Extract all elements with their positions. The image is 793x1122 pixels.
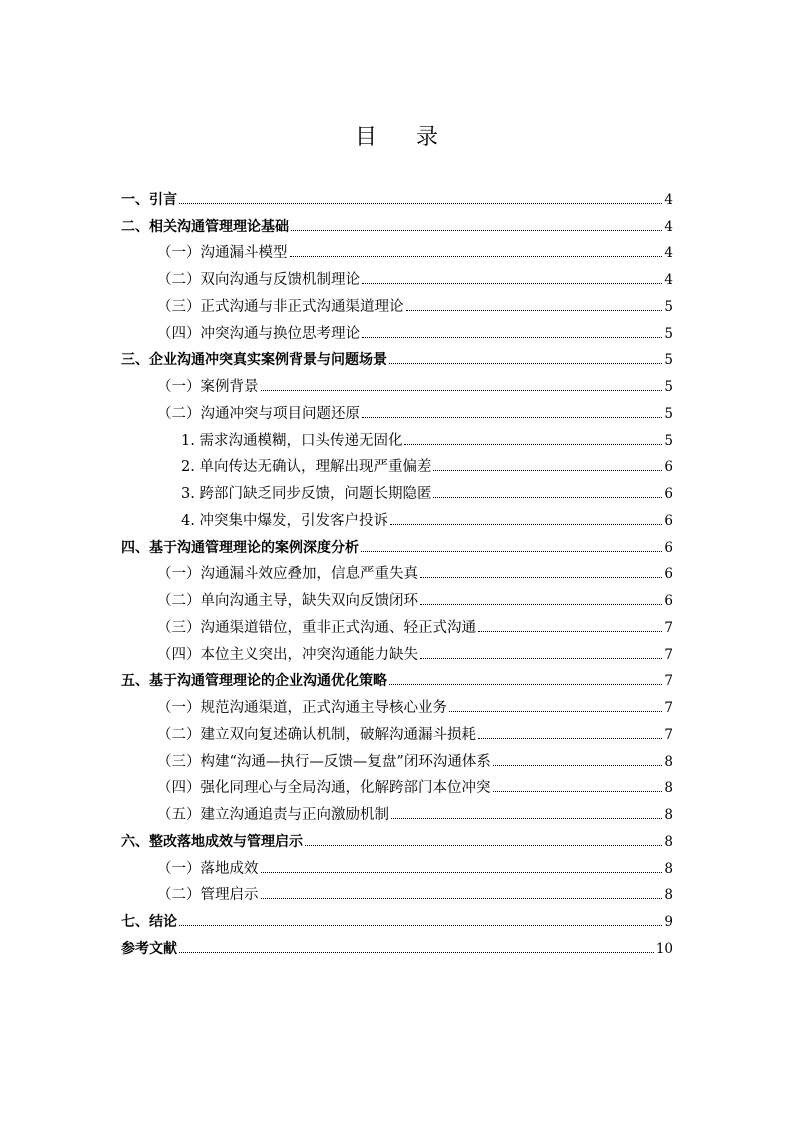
toc-entry-text: （四）冲突沟通与换位思考理论 bbox=[157, 325, 360, 342]
toc-dot-leader bbox=[179, 925, 662, 926]
toc-page-number: 6 bbox=[664, 486, 673, 502]
toc-page-number: 5 bbox=[664, 325, 673, 342]
toc-dot-leader bbox=[261, 898, 663, 899]
toc-entry-text: （三）构建“沟通—执行—反馈—复盘”闭环沟通体系 bbox=[157, 753, 491, 770]
toc-dot-leader bbox=[389, 684, 662, 685]
toc-entry-text: 二、相关沟通管理理论基础 bbox=[121, 218, 289, 235]
toc-page-number: 5 bbox=[664, 379, 673, 395]
toc-entry-text: （一）沟通漏斗效应叠加，信息严重失真 bbox=[157, 566, 418, 583]
toc-page-number: 7 bbox=[664, 726, 673, 743]
toc-entry-text: 3. 跨部门缺乏同步反馈，问题长期隐匿 bbox=[181, 486, 432, 502]
toc-entry[interactable] bbox=[121, 236, 673, 263]
toc-page-number: 8 bbox=[664, 807, 673, 823]
toc-page-number: 4 bbox=[664, 272, 673, 288]
toc-dot-leader bbox=[433, 470, 662, 471]
toc-dot-leader bbox=[362, 417, 662, 418]
toc-entry-text: 七、结论 bbox=[121, 914, 177, 930]
toc-entry-text: 五、基于沟通管理理论的企业沟通优化策略 bbox=[121, 673, 387, 690]
toc-page-number: 8 bbox=[664, 753, 673, 770]
toc-list bbox=[121, 182, 673, 958]
toc-entry[interactable] bbox=[121, 797, 673, 824]
toc-entry[interactable] bbox=[121, 610, 673, 637]
toc-entry[interactable] bbox=[121, 637, 673, 664]
toc-entry[interactable] bbox=[121, 316, 673, 343]
toc-entry[interactable] bbox=[121, 182, 673, 209]
toc-dot-leader bbox=[362, 283, 662, 284]
toc-dot-leader bbox=[420, 604, 662, 605]
toc-entry-text: （五）建立沟通追责与正向激励机制 bbox=[157, 807, 389, 823]
toc-page-number: 6 bbox=[664, 459, 673, 476]
toc-entry-text: 2. 单向传达无确认，理解出现严重偏差 bbox=[181, 459, 432, 476]
toc-entry-text: （四）本位主义突出，冲突沟通能力缺失 bbox=[157, 646, 418, 663]
toc-page-number: 8 bbox=[664, 887, 673, 904]
toc-dot-leader bbox=[493, 791, 663, 792]
toc-entry-text: 四、基于沟通管理理论的案例深度分析 bbox=[121, 539, 359, 556]
toc-dot-leader bbox=[493, 765, 663, 766]
toc-dot-leader bbox=[261, 390, 663, 391]
toc-dot-leader bbox=[406, 310, 663, 311]
toc-entry-text: 1. 需求沟通模糊，口头传递无固化 bbox=[181, 432, 403, 449]
toc-entry[interactable] bbox=[121, 878, 673, 905]
toc-page-number: 6 bbox=[664, 539, 673, 556]
toc-page-number: 5 bbox=[664, 352, 673, 369]
toc-page-number: 6 bbox=[664, 512, 673, 529]
toc-dot-leader bbox=[420, 658, 662, 659]
toc-entry-text: （二）单向沟通主导，缺失双向反馈闭环 bbox=[157, 593, 418, 609]
toc-page-number: 10 bbox=[655, 940, 673, 957]
toc-dot-leader bbox=[433, 497, 662, 498]
toc-entry-text: （一）案例背景 bbox=[157, 379, 259, 395]
toc-entry[interactable] bbox=[121, 450, 673, 477]
toc-entry[interactable] bbox=[121, 423, 673, 450]
toc-dot-leader bbox=[420, 577, 662, 578]
toc-page-number: 7 bbox=[664, 700, 673, 716]
toc-entry-text: （一）落地成效 bbox=[157, 860, 259, 877]
toc-entry[interactable] bbox=[121, 583, 673, 610]
toc-entry[interactable] bbox=[121, 717, 673, 744]
toc-entry-text: （二）建立双向复述确认机制，破解沟通漏斗损耗 bbox=[157, 726, 476, 743]
toc-dot-leader bbox=[362, 337, 662, 338]
toc-entry-text: （三）正式沟通与非正式沟通渠道理论 bbox=[157, 298, 404, 315]
toc-page-number: 7 bbox=[664, 673, 673, 690]
toc-entry[interactable] bbox=[121, 262, 673, 289]
toc-entry[interactable] bbox=[121, 851, 673, 878]
toc-page-number: 8 bbox=[664, 860, 673, 877]
toc-entry-text: （二）沟通冲突与项目问题还原 bbox=[157, 405, 360, 422]
toc-entry[interactable] bbox=[121, 396, 673, 423]
toc-entry[interactable] bbox=[121, 824, 673, 851]
toc-page-number: 4 bbox=[664, 191, 673, 208]
toc-dot-leader bbox=[305, 845, 662, 846]
toc-dot-leader bbox=[391, 818, 662, 819]
toc-entry-text: （一）规范沟通渠道，正式沟通主导核心业务 bbox=[157, 700, 447, 716]
toc-entry-text: （一）沟通漏斗模型 bbox=[157, 245, 288, 262]
toc-page-number: 5 bbox=[664, 298, 673, 315]
toc-page-number: 9 bbox=[664, 914, 673, 930]
toc-page-number: 4 bbox=[664, 218, 673, 235]
toc-page-number: 6 bbox=[664, 566, 673, 583]
toc-entry-text: 参考文献 bbox=[121, 940, 177, 957]
toc-page-number: 7 bbox=[664, 646, 673, 663]
toc-entry[interactable] bbox=[121, 664, 673, 691]
toc-dot-leader bbox=[404, 444, 662, 445]
toc-dot-leader bbox=[478, 631, 662, 632]
toc-dot-leader bbox=[261, 872, 663, 873]
toc-entry[interactable] bbox=[121, 209, 673, 236]
toc-entry[interactable] bbox=[121, 343, 673, 370]
toc-entry[interactable] bbox=[121, 289, 673, 316]
toc-entry[interactable] bbox=[121, 369, 673, 396]
toc-entry-text: 一、引言 bbox=[121, 191, 177, 208]
toc-page-number: 8 bbox=[664, 833, 673, 850]
toc-entry-text: （四）强化同理心与全局沟通，化解跨部门本位冲突 bbox=[157, 780, 491, 797]
toc-entry-text: （二）管理启示 bbox=[157, 887, 259, 904]
toc-entry-text: 三、企业沟通冲突真实案例背景与问题场景 bbox=[121, 352, 387, 369]
toc-entry[interactable] bbox=[121, 530, 673, 557]
toc-page-number: 7 bbox=[664, 619, 673, 636]
toc-dot-leader bbox=[291, 230, 662, 231]
toc-entry[interactable] bbox=[121, 476, 673, 503]
toc-entry[interactable] bbox=[121, 690, 673, 717]
toc-entry[interactable] bbox=[121, 931, 673, 958]
toc-title: 目 录 bbox=[355, 125, 454, 150]
toc-page-number: 6 bbox=[664, 593, 673, 609]
toc-page-number: 4 bbox=[664, 245, 673, 262]
toc-dot-leader bbox=[390, 524, 662, 525]
toc-entry[interactable] bbox=[121, 771, 673, 798]
toc-dot-leader bbox=[179, 952, 654, 953]
toc-dot-leader bbox=[449, 711, 662, 712]
toc-dot-leader bbox=[290, 256, 663, 257]
toc-entry[interactable] bbox=[121, 557, 673, 584]
toc-dot-leader bbox=[478, 738, 662, 739]
toc-entry-text: （二）双向沟通与反馈机制理论 bbox=[157, 272, 360, 288]
toc-entry[interactable] bbox=[121, 744, 673, 771]
toc-entry-text: 4. 冲突集中爆发，引发客户投诉 bbox=[181, 512, 388, 529]
toc-page-number: 5 bbox=[664, 432, 673, 449]
toc-entry-text: 六、整改落地成效与管理启示 bbox=[121, 833, 303, 850]
toc-entry-text: （三）沟通渠道错位，重非正式沟通、轻正式沟通 bbox=[157, 619, 476, 636]
toc-page-number: 8 bbox=[664, 780, 673, 797]
toc-entry[interactable] bbox=[121, 503, 673, 530]
toc-entry[interactable] bbox=[121, 904, 673, 931]
toc-dot-leader bbox=[389, 363, 662, 364]
toc-dot-leader bbox=[179, 203, 662, 204]
toc-dot-leader bbox=[361, 551, 662, 552]
toc-page-number: 5 bbox=[664, 405, 673, 422]
